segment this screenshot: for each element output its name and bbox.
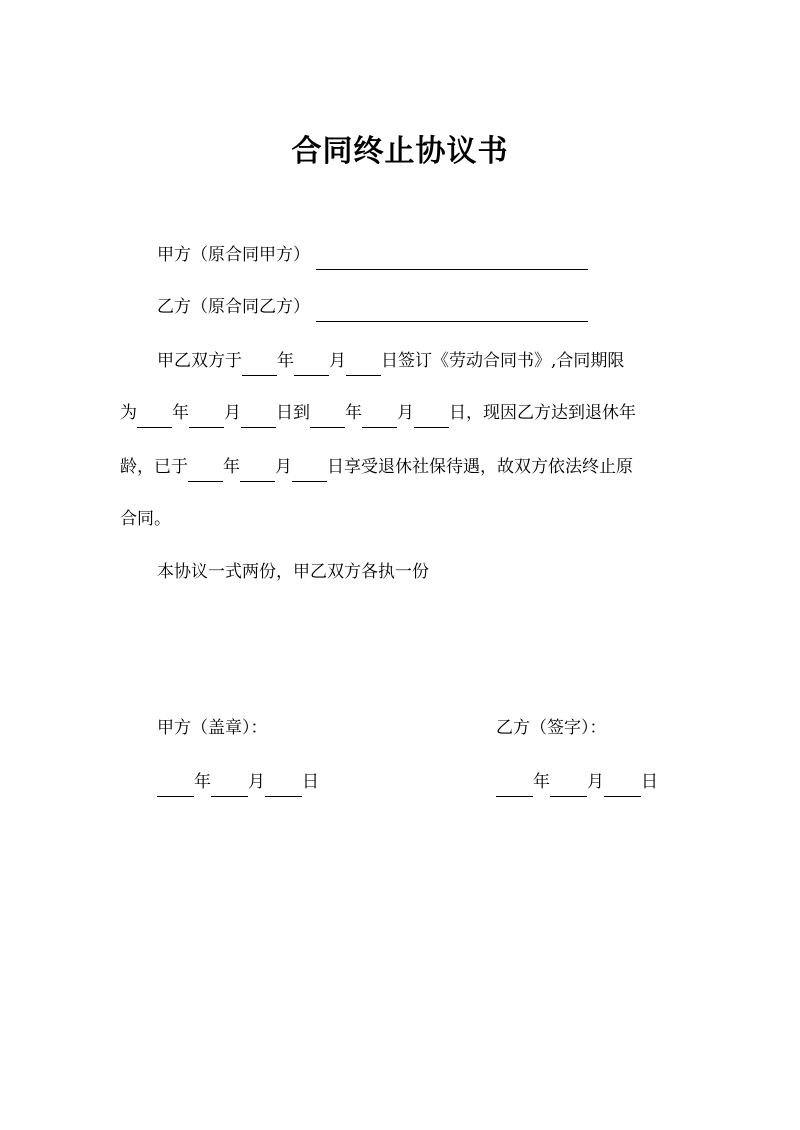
fill-blank bbox=[241, 408, 276, 428]
paragraph-line bbox=[120, 452, 633, 482]
fill-blank bbox=[346, 356, 381, 376]
year-label: 年 bbox=[345, 403, 362, 423]
text-segment: 日签订《劳动合同书》,合同期限 bbox=[381, 351, 625, 371]
fill-blank bbox=[157, 777, 194, 797]
party-b-date bbox=[496, 767, 658, 797]
fill-blank bbox=[240, 462, 275, 482]
year-label: 年 bbox=[223, 457, 240, 477]
party-b-sign-label: 乙方（签字）： bbox=[496, 718, 607, 738]
fill-blank bbox=[310, 408, 345, 428]
month-label: 月 bbox=[248, 772, 265, 792]
month-label: 月 bbox=[587, 772, 604, 792]
day-label: 日 bbox=[302, 772, 319, 792]
party-a-seal-label: 甲方（盖章）： bbox=[157, 718, 268, 738]
text-segment: 日享受退休社保待遇，故双方依法终止原 bbox=[327, 457, 633, 477]
fill-blank bbox=[137, 408, 172, 428]
party-b-line bbox=[157, 292, 588, 322]
fill-blank bbox=[265, 777, 302, 797]
fill-blank bbox=[242, 356, 277, 376]
paragraph-line bbox=[120, 504, 171, 534]
party-a-line bbox=[157, 240, 588, 270]
year-label: 年 bbox=[277, 351, 294, 371]
text-segment: 日到 bbox=[276, 403, 310, 423]
fill-blank bbox=[188, 462, 223, 482]
text-segment: 龄，已于 bbox=[120, 457, 188, 477]
year-label: 年 bbox=[172, 403, 189, 423]
party-a-label: 甲方（原合同甲方） bbox=[157, 245, 310, 265]
copies-clause: 本协议一式两份，甲乙双方各执一份 bbox=[157, 562, 429, 582]
fill-blank bbox=[211, 777, 248, 797]
fill-blank bbox=[414, 408, 449, 428]
text-segment: 甲乙双方于 bbox=[157, 351, 242, 371]
month-label: 月 bbox=[275, 457, 292, 477]
day-label: 日 bbox=[641, 772, 658, 792]
fill-blank bbox=[604, 777, 641, 797]
fill-blank bbox=[362, 408, 397, 428]
fill-blank bbox=[189, 408, 224, 428]
text-segment: 合同。 bbox=[120, 509, 171, 529]
fill-blank bbox=[550, 777, 587, 797]
fill-blank bbox=[292, 462, 327, 482]
text-segment: 为 bbox=[120, 403, 137, 423]
party-a-date bbox=[157, 767, 319, 797]
fill-blank bbox=[496, 777, 533, 797]
year-label: 年 bbox=[533, 772, 550, 792]
paragraph-line bbox=[120, 398, 636, 428]
party-b-blank bbox=[316, 300, 588, 322]
document-title: 合同终止协议书 bbox=[291, 134, 509, 169]
paragraph-line bbox=[157, 557, 429, 587]
party-a-blank bbox=[316, 248, 588, 270]
party-b-label: 乙方（原合同乙方） bbox=[157, 297, 310, 317]
month-label: 月 bbox=[329, 351, 346, 371]
year-label: 年 bbox=[194, 772, 211, 792]
fill-blank bbox=[294, 356, 329, 376]
month-label: 月 bbox=[224, 403, 241, 423]
paragraph-line bbox=[157, 346, 624, 376]
text-segment: 日，现因乙方达到退休年 bbox=[449, 403, 636, 423]
month-label: 月 bbox=[397, 403, 414, 423]
